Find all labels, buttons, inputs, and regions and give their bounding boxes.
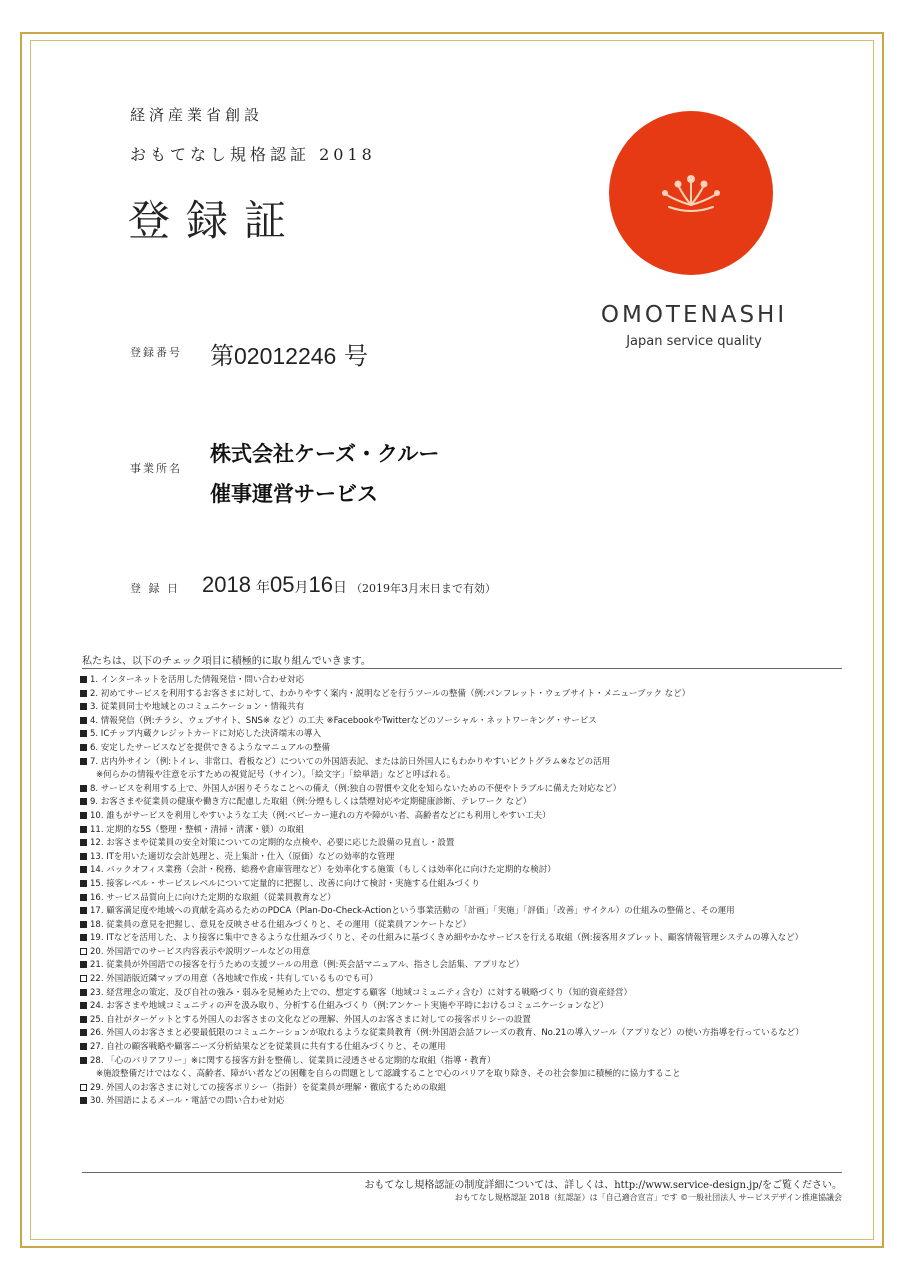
checklist-item-text: 27. 自社の顧客戦略や顧客ニーズ分析結果などを従業員に共有する仕組みづくりと、その運用 xyxy=(90,1042,446,1053)
date-day: 16 xyxy=(308,572,334,597)
checklist-item-text: 20. 外国語でのサービス内容表示や説明ツールなどの用意 xyxy=(90,946,311,957)
checklist-item xyxy=(80,756,850,770)
checklist-item xyxy=(80,851,850,865)
footer-copyright: おもてなし規格認証 2018（紅認証）は「自己適合宣言」です ©一般社団法人 サービスデザイン推進協議会 xyxy=(454,1193,842,1202)
checked-box-icon xyxy=(80,785,87,792)
date-month-unit: 月 xyxy=(294,580,309,596)
checked-box-icon xyxy=(80,717,87,724)
registration-date xyxy=(202,572,496,598)
checklist-item xyxy=(80,987,850,1001)
checklist-item xyxy=(80,1014,850,1028)
checklist xyxy=(80,674,850,1109)
checked-box-icon xyxy=(80,1043,87,1050)
validity-note: （2019年3月末日まで有効） xyxy=(351,582,497,595)
checklist-item xyxy=(80,905,850,919)
logo-wordmark: OMOTENASHI xyxy=(600,302,788,328)
company-name: 株式会社ケーズ・クルー xyxy=(210,442,440,466)
checklist-item xyxy=(80,973,850,987)
registration-number xyxy=(210,336,368,371)
registration-prefix: 第 xyxy=(210,342,234,370)
checked-box-icon xyxy=(80,758,87,765)
checklist-item xyxy=(80,688,850,702)
checklist-item-text: 29. 外国人のお客さまに対しての接客ポリシー（指針）を従業員が理解・徹底するための取組 xyxy=(90,1082,447,1093)
checklist-item-text: 15. 接客レベル・サービスレベルについて定量的に把握し、改善に向けて検討・実施する仕組みづくり xyxy=(90,878,480,889)
checked-box-icon xyxy=(80,1002,87,1009)
checked-box-icon xyxy=(80,812,87,819)
checklist-item-text: 30. 外国語によるメール・電話での問い合わせ対応 xyxy=(90,1096,285,1107)
checklist-item-text: 28. 「心のバリアフリー」※に関する接客方針を整備し、従業員に浸透させる定期的な取組（指導・教育） xyxy=(90,1055,496,1066)
checked-box-icon xyxy=(80,676,87,683)
registration-suffix: 号 xyxy=(343,342,368,370)
checklist-item xyxy=(80,864,850,878)
checklist-item-text: 24. お客さまや地域コミュニティの声を汲み取り、分析する仕組みづくり（例:アンケート実施や平時におけるコミュニケーションなど） xyxy=(90,1001,609,1012)
checklist-item xyxy=(80,810,850,824)
checked-box-icon xyxy=(80,907,87,914)
checklist-item-text: 19. ITなどを活用した、より接客に集中できるような仕組みづくりと、その仕組みに基づくきめ細やかなサービスを行える取組（例:接客用タブレット、顧客情報管理システムの導入など） xyxy=(90,933,804,944)
checklist-item xyxy=(80,783,850,797)
checklist-item xyxy=(80,892,850,906)
checklist-item xyxy=(80,796,850,810)
checklist-item xyxy=(80,932,850,946)
checklist-item-text: 5. ICチップ内蔵クレジットカードに対応した決済端末の導入 xyxy=(90,729,322,740)
divider-bottom xyxy=(82,1172,842,1173)
registration-date-label: 登 録 日 xyxy=(130,582,180,595)
checked-box-icon xyxy=(80,921,87,928)
date-year: 2018 xyxy=(202,572,251,597)
checklist-item xyxy=(80,701,850,715)
checklist-item xyxy=(80,769,850,783)
divider-top xyxy=(82,668,842,669)
checklist-item-text: 14. バックオフィス業務（会計・税務、総務や倉庫管理など）を効率化する施策（もしくは効率化に向けた定期的な検討） xyxy=(90,865,556,876)
checklist-item-text: 12. お客さまや従業員の安全対策についての定期的な点検や、必要に応じた設備の見直し・設置 xyxy=(90,838,455,849)
checklist-item xyxy=(80,728,850,742)
checked-box-icon xyxy=(80,1057,87,1064)
checked-box-icon xyxy=(80,1016,87,1023)
page-title: 登録証 xyxy=(128,196,303,245)
checklist-item-text: 1. インターネットを活用した情報発信・問い合わせ対応 xyxy=(90,675,305,685)
checklist-item-text: 3. 従業員同士や地域とのコミュニケーション・情報共有 xyxy=(90,702,305,713)
checked-box-icon xyxy=(80,961,87,968)
checked-box-icon xyxy=(80,703,87,710)
footer-details-note: おもてなし規格認証の制度詳細については、詳しくは、http://www.service-design.jp/をご覧ください。 xyxy=(364,1180,842,1191)
certification-subtitle: おもてなし規格認証 2018 xyxy=(130,145,376,164)
checklist-item-text: 17. 顧客満足度や地域への貢献を高めるためのPDCA（Plan-Do-Check-Actionという事業活動の「計画」「実施」「評価」「改善」サイクル）の仕組みの整備と、その運用 xyxy=(90,906,735,917)
checklist-item-text: 2. 初めてサービスを利用するお客さまに対して、わかりやすく案内・説明などを行うツールの整備（例:パンフレット・ウェブサイト・メニューブック など） xyxy=(90,688,691,699)
checked-box-icon xyxy=(80,1097,87,1104)
checklist-item-text: 4. 情報発信（例:チラシ、ウェブサイト、SNS※ など）の工夫 ※FacebookやTwitterなどのソーシャル・ネットワーキング・サービス xyxy=(90,715,597,726)
empty-box-icon xyxy=(80,948,87,955)
checklist-note: ※何らかの情報や注意を示すための視覚記号（サイン）。「絵文字」「絵単語」などと呼ばれる。 xyxy=(96,770,456,781)
checklist-item xyxy=(80,715,850,729)
checklist-item xyxy=(80,674,850,688)
checklist-item-text: 23. 経営理念の策定、及び自社の強み・弱みを見極めた上での、想定する顧客（地域コミュニティ含む）に対する戦略づくり（知的資産経営） xyxy=(90,987,633,998)
checklist-item xyxy=(80,837,850,851)
checked-box-icon xyxy=(80,866,87,873)
checked-box-icon xyxy=(80,853,87,860)
checklist-item xyxy=(80,959,850,973)
checked-box-icon xyxy=(80,798,87,805)
checklist-item xyxy=(80,1095,850,1109)
date-year-unit: 年 xyxy=(256,580,271,596)
checked-box-icon xyxy=(80,880,87,887)
empty-box-icon xyxy=(80,975,87,982)
checklist-item-text: 26. 外国人のお客さまと必要最低限のコミュニケーションが取れるような従業員教育（例:外国語会話フレーズの教育、No.21の導入ツール（アプリなど）の使い方指導を行っているなど） xyxy=(90,1028,804,1039)
checked-box-icon xyxy=(80,1029,87,1036)
checked-box-icon xyxy=(80,744,87,751)
checklist-item-text: 13. ITを用いた適切な会計処理と、売上集計・仕入（原価）などの効率的な管理 xyxy=(90,851,395,862)
registration-number-label: 登録番号 xyxy=(130,346,182,359)
checklist-note: ※施設整備だけではなく、高齢者、障がい者などの困難を自らの問題として認識することで心のバリアを取り除き、その社会参加に積極的に協力すること xyxy=(96,1069,681,1080)
business-name-label: 事業所名 xyxy=(130,462,182,475)
checklist-item-text: 21. 従業員が外国語での接客を行うための支援ツールの用意（例:英会話マニュアル、指さし会話集、アプリなど） xyxy=(90,960,525,971)
checked-box-icon xyxy=(80,690,87,697)
checklist-item-text: 8. サービスを利用する上で、外国人が困りそうなことへの備え（例:独自の習慣や文化を知らないための不便やトラブルに備えた対応など） xyxy=(90,783,622,794)
checked-box-icon xyxy=(80,934,87,941)
checklist-item xyxy=(80,919,850,933)
registration-number-value: 02012246 xyxy=(234,343,337,369)
checked-box-icon xyxy=(80,826,87,833)
checked-box-icon xyxy=(80,894,87,901)
checklist-item xyxy=(80,878,850,892)
date-day-unit: 日 xyxy=(333,580,348,596)
empty-box-icon xyxy=(80,1084,87,1091)
ministry-subtitle: 経済産業省創設 xyxy=(130,106,264,124)
checklist-item xyxy=(80,946,850,960)
checklist-item xyxy=(80,1055,850,1069)
checklist-item-text: 18. 従業員の意見を把握し、意見を反映させる仕組みづくりと、その運用（従業員アンケートなど） xyxy=(90,919,472,930)
service-name: 催事運営サービス xyxy=(210,482,378,506)
checklist-item-text: 11. 定期的な5S（整理・整頓・清掃・清潔・躾）の取組 xyxy=(90,824,305,835)
checklist-item xyxy=(80,824,850,838)
checklist-item xyxy=(80,742,850,756)
checked-box-icon xyxy=(80,839,87,846)
checklist-intro: 私たちは、以下のチェック項目に積極的に取り組んでいきます。 xyxy=(82,656,371,667)
checklist-item xyxy=(80,1000,850,1014)
date-month: 05 xyxy=(270,572,295,597)
checklist-item xyxy=(80,1041,850,1055)
omotenashi-logo-icon xyxy=(609,111,773,275)
checklist-item xyxy=(80,1082,850,1096)
checked-box-icon xyxy=(80,989,87,996)
checklist-item-text: 7. 店内外サイン（例:トイレ、非常口、看板など）についての外国語表記、または訪日外国人にもわかりやすいピクトグラム※などの活用 xyxy=(90,756,611,767)
checked-box-icon xyxy=(80,730,87,737)
checklist-item-text: 22. 外国語版近隣マップの用意（各地域で作成・共有しているものでも可） xyxy=(90,974,378,985)
checklist-item xyxy=(80,1027,850,1041)
checklist-item-text: 10. 誰もがサービスを利用しやすいような工夫（例:ベビーカー連れの方や障がい者、高齢者などにも利用しやすい工夫） xyxy=(90,810,551,821)
checklist-item-text: 16. サービス品質向上に向けた定期的な取組（従業員教育など） xyxy=(90,892,336,903)
checklist-item-text: 9. お客さまや従業員の健康や働き方に配慮した取組（例:分煙もしくは禁煙対応や定期健康診断、テレワーク など） xyxy=(90,797,532,808)
checklist-item-text: 6. 安定したサービスなどを提供できるようなマニュアルの整備 xyxy=(90,742,330,753)
checklist-item xyxy=(80,1068,850,1082)
checklist-item-text: 25. 自社がターゲットとする外国人のお客さまの文化などの理解、外国人のお客さまに対しての接客ポリシーの設置 xyxy=(90,1014,531,1025)
logo-tagline: Japan service quality xyxy=(626,334,762,349)
